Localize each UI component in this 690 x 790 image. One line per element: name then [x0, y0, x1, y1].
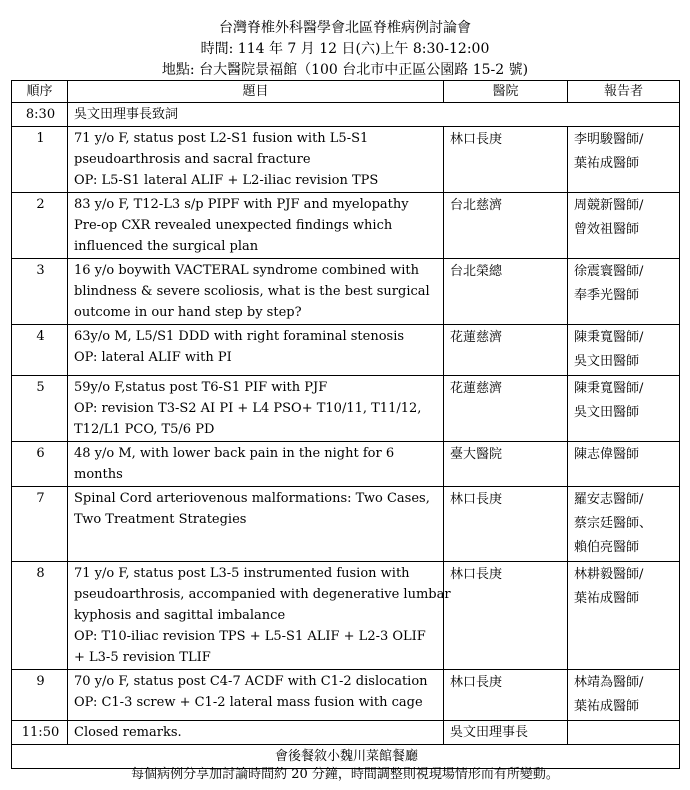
case-hospital — [444, 487, 568, 562]
document-header — [0, 0, 690, 81]
case-number: 7 — [12, 487, 68, 562]
case-number: 2 — [12, 193, 68, 259]
case-topic — [68, 562, 451, 670]
event-location: 地點: 台大醫院景福館（100 台北市中正區公園路 15-2 號) — [161, 62, 529, 78]
case-topic-line: 71 y/o F, status post L2-S1 fusion with L5-S1 — [74, 131, 369, 146]
reporter-name: 葉祐成醫師 — [574, 591, 640, 606]
closing-row — [12, 721, 680, 745]
case-topic-line: 71 y/o F, status post L3-5 instrumented fusion with — [74, 566, 410, 581]
reporter-name: 陳秉寬醫師/ — [574, 381, 644, 396]
case-number: 4 — [12, 325, 68, 376]
case-hospital — [444, 127, 568, 193]
case-topic-line: kyphosis and sagittal imbalance — [74, 608, 286, 623]
event-time: 時間: 114 年 7 月 12 日(六)上午 8:30-12:00 — [200, 41, 490, 57]
case-number: 6 — [12, 442, 68, 487]
case-reporters — [568, 670, 680, 721]
case-hospital-name: 花蓮慈濟 — [450, 330, 503, 345]
case-reporters — [568, 127, 680, 193]
reporter-name: 林耕毅醫師/ — [574, 567, 644, 582]
reporter-name: 羅安志醫師/ — [574, 492, 644, 507]
case-topic-line: 63y/o M, L5/S1 DDD with right foraminal stenosis — [74, 329, 405, 344]
reporter-name: 李明駿醫師/ — [574, 132, 644, 147]
case-topic-line: OP: T10-iliac revision TPS + L5-S1 ALIF + L2-3 OLIF — [74, 629, 426, 644]
case-topic — [68, 670, 444, 721]
case-topic — [68, 259, 444, 325]
table-row — [12, 670, 680, 721]
col-header-topic: 題目 — [68, 81, 444, 103]
case-hospital — [444, 562, 568, 670]
col-header-order: 順序 — [12, 81, 68, 103]
case-topic-line: 59y/o F,status post T6-S1 PIF with PJF — [74, 380, 328, 395]
case-reporters — [568, 259, 680, 325]
case-topic — [68, 127, 444, 193]
opening-topic: 吳文田理事長致詞 — [68, 103, 680, 127]
case-topic — [68, 193, 444, 259]
case-hospital — [444, 442, 568, 487]
case-topic-line: influenced the surgical plan — [74, 239, 259, 254]
closing-empty-cell — [568, 721, 680, 745]
col-header-hospital: 醫院 — [444, 81, 568, 103]
case-topic — [68, 442, 444, 487]
reporter-name: 林靖為醫師/ — [574, 675, 644, 690]
case-reporters — [568, 325, 680, 376]
case-topic-line: 70 y/o F, status post C4-7 ACDF with C1-2 dislocation — [74, 674, 428, 689]
reporter-name: 吳文田醫師 — [574, 405, 640, 420]
dinner-text: 會後餐敘小魏川菜館餐廳 — [12, 745, 680, 769]
case-topic-line: pseudoarthrosis, accompanied with degenerative lumbar — [74, 587, 451, 602]
table-row — [12, 259, 680, 325]
case-topic-line: OP: C1-3 screw + C1-2 lateral mass fusion with cage — [74, 695, 423, 710]
case-hospital-name: 台北慈濟 — [450, 198, 503, 213]
opening-row — [12, 103, 680, 127]
case-hospital-name: 林口長庚 — [450, 132, 503, 147]
case-topic-line: Two Treatment Strategies — [74, 512, 247, 527]
reporter-name: 吳文田醫師 — [574, 354, 640, 369]
case-topic-line: 83 y/o F, T12-L3 s/p PIPF with PJF and myelopathy — [74, 197, 409, 212]
opening-time: 8:30 — [12, 103, 68, 127]
case-topic-line: OP: L5-S1 lateral ALIF + L2-iliac revision TPS — [74, 173, 379, 188]
case-number: 9 — [12, 670, 68, 721]
closing-time: 11:50 — [12, 721, 68, 745]
reporter-name: 葉祐成醫師 — [574, 699, 640, 714]
case-reporters — [568, 562, 680, 670]
case-topic — [68, 376, 444, 442]
case-reporters — [568, 487, 680, 562]
case-hospital-name: 臺大醫院 — [450, 447, 503, 462]
case-topic-line: pseudoarthrosis and sacral fracture — [74, 152, 311, 167]
table-row — [12, 193, 680, 259]
event-title: 台灣脊椎外科醫學會北區脊椎病例討論會 — [219, 20, 471, 36]
case-topic-line: 48 y/o M, with lower back pain in the night for 6 — [74, 446, 395, 461]
table-row — [12, 487, 680, 562]
case-topic-line: OP: lateral ALIF with PI — [74, 350, 232, 365]
reporter-name: 奉季光醫師 — [574, 288, 640, 303]
col-header-reporter: 報告者 — [568, 81, 680, 103]
case-hospital — [444, 325, 568, 376]
case-reporters — [568, 376, 680, 442]
table-row — [12, 325, 680, 376]
case-topic-line: OP: revision T3-S2 AI PI + L4 PSO+ T10/11, T11/12, — [74, 401, 422, 416]
reporter-name: 周競新醫師/ — [574, 198, 644, 213]
reporter-name: 蔡宗廷醫師、 — [574, 516, 653, 531]
closing-topic: Closed remarks. — [68, 721, 444, 745]
case-number: 1 — [12, 127, 68, 193]
reporter-name: 陳秉寬醫師/ — [574, 330, 644, 345]
case-topic-line: blindness & severe scoliosis, what is the best surgical — [74, 284, 430, 299]
reporter-name: 曾效祖醫師 — [574, 222, 640, 237]
closing-speaker: 吳文田理事長 — [444, 721, 568, 745]
case-reporters — [568, 193, 680, 259]
case-hospital — [444, 259, 568, 325]
case-number: 5 — [12, 376, 68, 442]
reporter-name: 陳志偉醫師 — [574, 447, 640, 462]
case-hospital-name: 台北榮總 — [450, 264, 503, 279]
table-row — [12, 562, 680, 670]
case-topic-line: Pre-op CXR revealed unexpected findings which — [74, 218, 393, 233]
case-topic-line: + L3-5 revision TLIF — [74, 650, 211, 665]
case-hospital — [444, 670, 568, 721]
footnote: 每個病例分享加討論時間約 20 分鐘，時間調整則視現場情形而有所變動。 — [131, 767, 559, 782]
case-hospital-name: 林口長庚 — [450, 492, 503, 507]
case-hospital-name: 林口長庚 — [450, 675, 503, 690]
case-hospital-name: 林口長庚 — [450, 567, 503, 582]
case-topic-line: Spinal Cord arteriovenous malformations: Two Cases, — [74, 491, 430, 506]
table-row — [12, 442, 680, 487]
case-topic-line: outcome in our hand step by step? — [74, 305, 302, 320]
case-reporters — [568, 442, 680, 487]
reporter-name: 葉祐成醫師 — [574, 156, 640, 171]
case-topic-line: T12/L1 PCO, T5/6 PD — [74, 422, 215, 437]
table-row — [12, 127, 680, 193]
table-header-row — [12, 81, 680, 103]
table-row — [12, 376, 680, 442]
case-topic — [68, 487, 444, 562]
case-topic-line: months — [74, 467, 123, 482]
case-hospital-name: 花蓮慈濟 — [450, 381, 503, 396]
reporter-name: 賴伯亮醫師 — [574, 540, 640, 555]
schedule-table — [11, 80, 680, 769]
case-hospital — [444, 376, 568, 442]
reporter-name: 徐震寰醫師/ — [574, 264, 644, 279]
case-topic-line: 16 y/o boywith VACTERAL syndrome combined with — [74, 263, 420, 278]
case-topic — [68, 325, 444, 376]
case-number: 3 — [12, 259, 68, 325]
case-number: 8 — [12, 562, 68, 670]
case-hospital — [444, 193, 568, 259]
